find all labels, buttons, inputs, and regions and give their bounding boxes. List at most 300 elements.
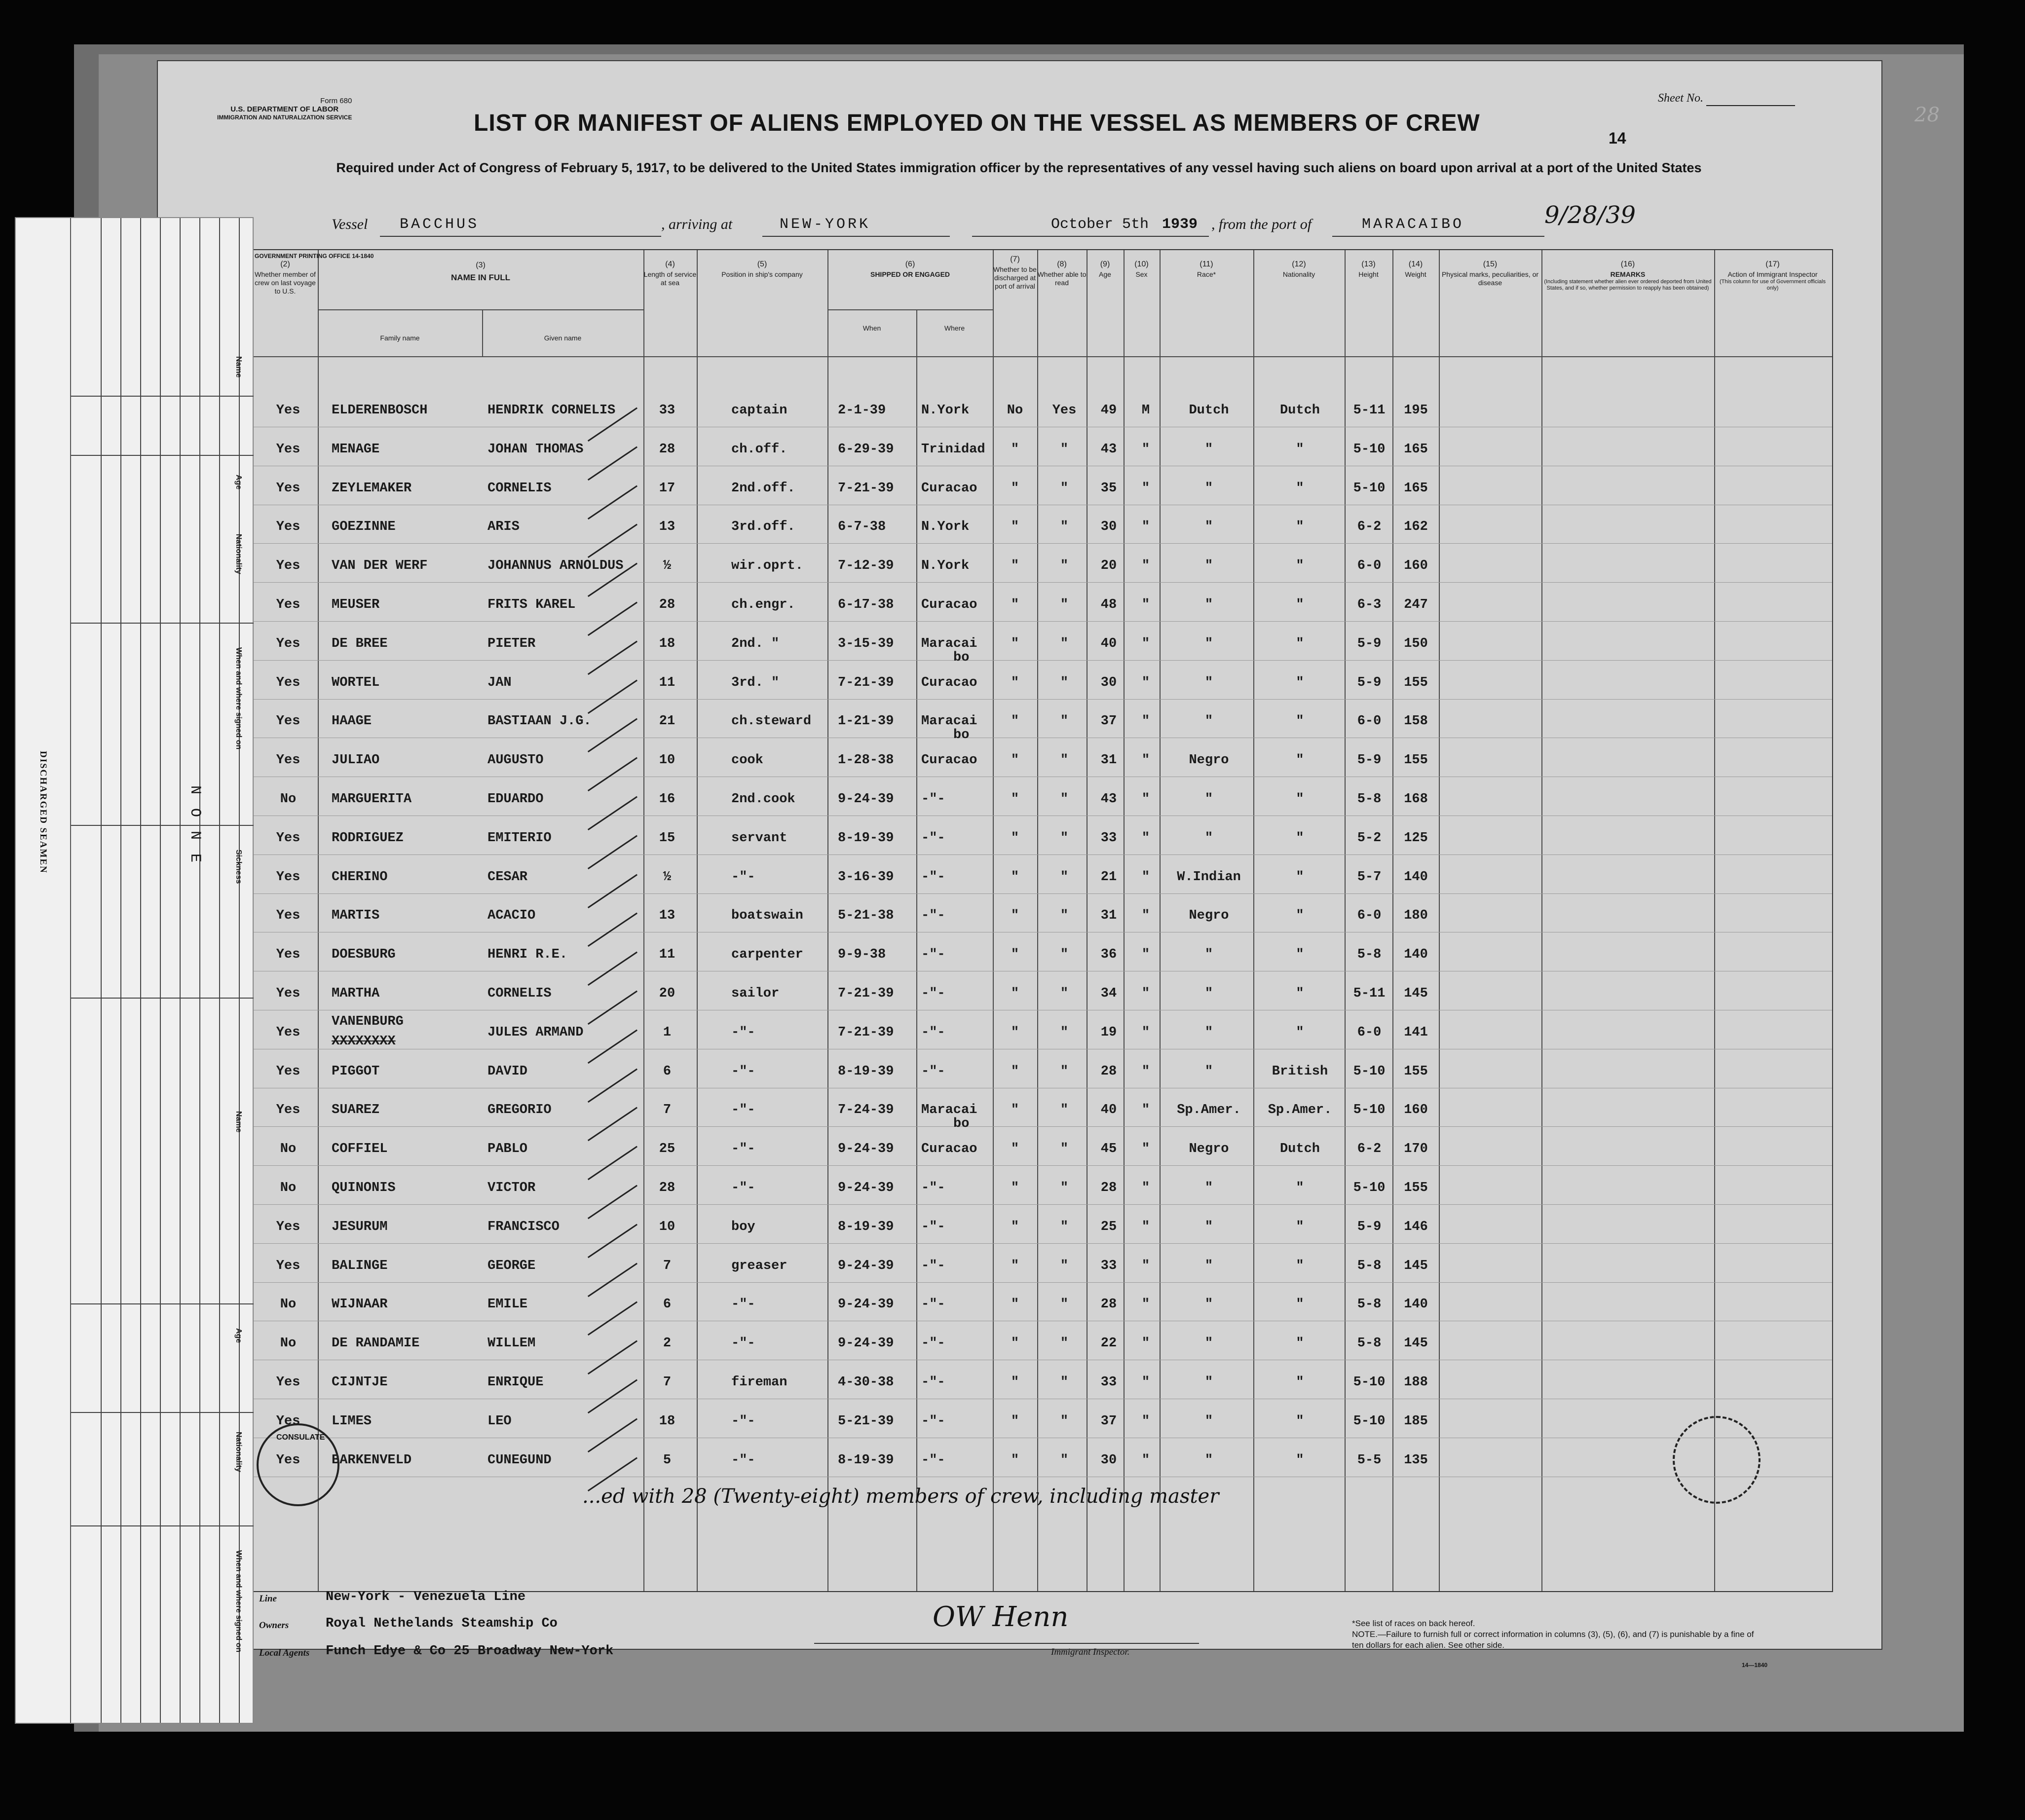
crew-position: -"- (731, 1142, 755, 1157)
crew-race: " (1204, 947, 1213, 963)
crew-position: 2nd.cook (731, 792, 795, 807)
crew-family-name: MARGUERITA (332, 792, 412, 807)
crew-given-name: FRITS KAREL (488, 597, 576, 612)
crew-race: " (1204, 792, 1213, 807)
crew-sex: " (1141, 442, 1150, 457)
shipped-subheader-rule (827, 309, 993, 310)
crew-family-name: DE RANDAMIE (332, 1336, 420, 1351)
crew-shipped-where: -"- (921, 1064, 945, 1079)
table-row (253, 1409, 1832, 1439)
crew-shipped-when: 9-9-38 (838, 947, 886, 963)
arrival-date: October 5th (1051, 216, 1149, 233)
discharged-seamen-slip (15, 217, 254, 1724)
crew-length-service: 10 (659, 1219, 675, 1234)
crew-shipped-where: -"- (921, 1413, 945, 1429)
crew-nationality: " (1296, 1258, 1304, 1273)
crew-position: -"- (731, 869, 755, 885)
sidebar-col (101, 218, 102, 1723)
table-row (253, 670, 1832, 700)
crew-discharge: " (1011, 442, 1019, 457)
crew-prev-voyage: Yes (276, 1375, 300, 1390)
crew-nationality: " (1296, 1452, 1304, 1468)
crew-position: -"- (731, 1336, 755, 1351)
crew-length-service: 10 (659, 753, 675, 768)
crew-position: fireman (731, 1375, 788, 1390)
table-row (253, 748, 1832, 778)
crew-height: 6-0 (1357, 714, 1382, 729)
crew-prev-voyage: No (280, 1297, 297, 1312)
crew-discharge: " (1011, 1181, 1019, 1195)
crew-race: " (1204, 1452, 1213, 1468)
vessel-label: Vessel (332, 216, 368, 232)
sidebar-rule (71, 455, 254, 456)
crew-nationality: Dutch (1279, 1142, 1320, 1157)
crew-family-name: COFFIEL (332, 1142, 388, 1157)
crew-age: 28 (1100, 1064, 1117, 1079)
crew-height: 5-10 (1353, 1064, 1386, 1079)
crew-shipped-where: -"- (921, 1452, 945, 1468)
crew-age: 33 (1100, 830, 1117, 846)
crew-family-name: QUINONIS (332, 1181, 396, 1195)
crew-length-service: 2 (663, 1336, 672, 1351)
crew-nationality: British (1272, 1064, 1328, 1079)
from-port: MARACAIBO (1362, 216, 1464, 233)
sidebar-label-sickness: Sickness (234, 850, 243, 884)
crew-nationality: " (1296, 1297, 1304, 1312)
crew-length-service: 6 (663, 1297, 672, 1312)
crew-race: " (1204, 481, 1213, 496)
crew-family-name: MEUSER (332, 597, 380, 612)
races-note: *See list of races on back hereof. (1352, 1619, 1475, 1628)
crew-height: 5-10 (1353, 442, 1386, 457)
crew-length-service: 21 (659, 714, 675, 729)
crew-length-service: 25 (659, 1142, 675, 1157)
crew-shipped-when: 8-19-39 (838, 1064, 894, 1079)
crew-weight: 165 (1404, 442, 1428, 457)
crew-nationality: " (1296, 830, 1304, 846)
table-row (253, 1014, 1832, 1050)
crew-length-service: ½ (663, 558, 672, 574)
sidebar-col (120, 218, 121, 1723)
crew-discharge: " (1011, 753, 1019, 768)
crew-discharge: " (1011, 1064, 1019, 1079)
crew-length-service: 28 (659, 442, 675, 457)
crew-able-to-read: " (1060, 1336, 1069, 1351)
crew-able-to-read: " (1060, 1181, 1069, 1195)
crew-age: 30 (1100, 1452, 1117, 1468)
crew-family-name: WORTEL (332, 675, 380, 690)
crew-able-to-read: " (1060, 597, 1069, 612)
crew-weight: 145 (1404, 986, 1428, 1001)
crew-position: greaser (731, 1258, 788, 1273)
crew-shipped-where: -"- (921, 1181, 945, 1195)
crew-age: 19 (1100, 1025, 1117, 1040)
crew-given-name: EDUARDO (488, 792, 544, 807)
crew-prev-voyage: Yes (276, 675, 300, 690)
crew-race: " (1204, 1375, 1213, 1390)
crew-position: boy (731, 1219, 755, 1234)
header-age: (9) Age (1099, 260, 1111, 278)
crew-sex: " (1141, 1025, 1150, 1040)
crew-weight: 155 (1404, 675, 1428, 690)
crew-race: " (1204, 1025, 1213, 1040)
crew-shipped-where-cont: bo (953, 650, 970, 665)
crew-family-name: VANENBURG (332, 1014, 404, 1029)
sidebar-rule (71, 825, 254, 826)
crew-sex: " (1141, 520, 1150, 535)
table-row (253, 826, 1832, 855)
crew-sex: " (1141, 675, 1150, 690)
crew-family-name: VAN DER WERF (332, 558, 428, 574)
crew-position: -"- (731, 1064, 755, 1079)
crew-prev-voyage: Yes (276, 558, 300, 574)
crew-shipped-where: Maracai (921, 714, 977, 729)
crew-shipped-where: -"- (921, 1258, 945, 1273)
sheet-number (1658, 92, 1795, 106)
crew-height: 6-2 (1357, 520, 1382, 535)
crew-prev-voyage: Yes (276, 908, 300, 924)
crew-weight: 141 (1404, 1025, 1428, 1040)
crew-age: 45 (1100, 1142, 1117, 1157)
crew-family-name-struck: XXXXXXXX (332, 1034, 396, 1049)
crew-weight: 125 (1404, 830, 1428, 846)
crew-position: -"- (731, 1413, 755, 1429)
crew-weight: 155 (1404, 1181, 1428, 1195)
crew-shipped-where: -"- (921, 1336, 945, 1351)
header-physical-marks: (15) Physical marks, peculiarities, or disease (1441, 260, 1539, 287)
crew-shipped-when: 6-17-38 (838, 597, 894, 612)
crew-shipped-where: -"- (921, 986, 945, 1001)
crew-sex: " (1141, 908, 1150, 924)
sidebar-rule (71, 396, 254, 397)
crew-shipped-when: 5-21-39 (838, 1413, 894, 1429)
crew-position: captain (731, 403, 788, 418)
crew-race: W.Indian (1177, 869, 1241, 885)
crew-length-service: 11 (659, 675, 675, 690)
crew-prev-voyage: Yes (276, 520, 300, 535)
crew-weight: 146 (1404, 1219, 1428, 1234)
crew-sex: " (1141, 753, 1150, 768)
crew-shipped-where: -"- (921, 792, 945, 807)
crew-given-name: FRANCISCO (488, 1219, 560, 1234)
crew-sex: " (1141, 869, 1150, 885)
crew-able-to-read: " (1060, 1103, 1069, 1118)
crew-nationality: " (1296, 1025, 1304, 1040)
crew-age: 28 (1100, 1297, 1117, 1312)
shipping-line: New-York - Venezuela Line (326, 1590, 526, 1604)
crew-nationality: " (1296, 481, 1304, 496)
crew-discharge: " (1011, 1413, 1019, 1429)
crew-able-to-read: " (1060, 1258, 1069, 1273)
crew-length-service: 1 (663, 1025, 672, 1040)
crew-able-to-read: " (1060, 714, 1069, 729)
crew-shipped-when: 9-24-39 (838, 1181, 894, 1195)
table-row (253, 1370, 1832, 1400)
crew-given-name: CUNEGUND (488, 1452, 552, 1468)
owners: Royal Nethelands Steamship Co (326, 1616, 558, 1631)
title-mark: 14 (1609, 129, 1626, 147)
crew-weight: 140 (1404, 1297, 1428, 1312)
crew-age: 34 (1100, 986, 1117, 1001)
crew-length-service: 7 (663, 1375, 672, 1390)
crew-shipped-when: 6-29-39 (838, 442, 894, 457)
crew-discharge: " (1011, 792, 1019, 807)
crew-shipped-when: 9-24-39 (838, 792, 894, 807)
crew-position: cook (731, 753, 763, 768)
crew-prev-voyage: Yes (276, 753, 300, 768)
crew-shipped-where: Curacao (921, 675, 977, 690)
crew-age: 43 (1100, 442, 1117, 457)
crew-position: boatswain (731, 908, 803, 924)
sidebar-none: NONE (187, 785, 203, 877)
handwritten-date: 9/28/39 (1544, 201, 1636, 229)
crew-family-name: GOEZINNE (332, 520, 396, 535)
name-subheader-rule (318, 309, 643, 310)
crew-shipped-where: -"- (921, 830, 945, 846)
crew-race: " (1204, 714, 1213, 729)
crew-discharge: " (1011, 1103, 1019, 1118)
table-row (253, 981, 1832, 1011)
crew-family-name: DE BREE (332, 636, 388, 651)
crew-height: 5-8 (1357, 1297, 1382, 1312)
crew-height: 5-10 (1353, 1181, 1386, 1195)
inspector-signature: OW Henn (933, 1601, 1069, 1633)
crew-prev-voyage: Yes (276, 1025, 300, 1040)
crew-height: 5-11 (1353, 403, 1386, 418)
crew-given-name: GREGORIO (488, 1103, 552, 1118)
crew-given-name: WILLEM (488, 1336, 536, 1351)
crew-prev-voyage: Yes (276, 1258, 300, 1273)
crew-race: " (1204, 986, 1213, 1001)
crew-height: 6-3 (1357, 597, 1382, 612)
crew-shipped-when: 9-24-39 (838, 1297, 894, 1312)
crew-height: 5-9 (1357, 675, 1382, 690)
crew-prev-voyage: Yes (276, 1452, 300, 1468)
crew-sex: " (1141, 830, 1150, 846)
crew-sex: " (1141, 1181, 1150, 1195)
crew-sex: M (1141, 403, 1150, 418)
sidebar-rule (71, 623, 254, 624)
crew-sex: " (1141, 1064, 1150, 1079)
crew-position: wir.oprt. (731, 558, 803, 574)
crew-age: 20 (1100, 558, 1117, 574)
table-row (253, 865, 1832, 894)
crew-family-name: JULIAO (332, 753, 380, 768)
crew-shipped-where: -"- (921, 1375, 945, 1390)
crew-able-to-read: " (1060, 830, 1069, 846)
header-given-name: Given name (544, 334, 582, 342)
crew-prev-voyage: Yes (276, 714, 300, 729)
crew-race: Sp.Amer. (1177, 1103, 1241, 1118)
crew-length-service: 7 (663, 1258, 672, 1273)
crew-shipped-when: 9-24-39 (838, 1258, 894, 1273)
crew-weight: 155 (1404, 753, 1428, 768)
crew-age: 37 (1100, 1413, 1117, 1429)
crew-age: 36 (1100, 947, 1117, 963)
crew-weight: 185 (1404, 1413, 1428, 1429)
crew-nationality: " (1296, 520, 1304, 535)
crew-age: 21 (1100, 869, 1117, 885)
crew-length-service: 20 (659, 986, 675, 1001)
crew-weight: 140 (1404, 869, 1428, 885)
crew-family-name: MENAGE (332, 442, 380, 457)
crew-prev-voyage: No (280, 1181, 297, 1195)
arriving-port: NEW-YORK (780, 216, 871, 233)
crew-shipped-when: 7-24-39 (838, 1103, 894, 1118)
footnote-block (1352, 1618, 1757, 1651)
crew-discharge: " (1011, 597, 1019, 612)
crew-given-name: VICTOR (488, 1181, 536, 1195)
round-stamp (1673, 1416, 1761, 1504)
crew-nationality: " (1296, 908, 1304, 924)
crew-discharge: " (1011, 1375, 1019, 1390)
local-agents: Funch Edye & Co 25 Broadway New-York (326, 1644, 614, 1659)
owners-label: Owners (259, 1620, 289, 1631)
crew-given-name: PIETER (488, 636, 536, 651)
crew-prev-voyage: Yes (276, 1064, 300, 1079)
table-row (253, 593, 1832, 622)
crew-nationality: " (1296, 636, 1304, 651)
crew-weight: 162 (1404, 520, 1428, 535)
table-row (253, 476, 1832, 506)
sidebar-col (180, 218, 181, 1723)
crew-able-to-read: " (1060, 1297, 1069, 1312)
table-row (253, 1215, 1832, 1244)
crew-family-name: SUAREZ (332, 1103, 380, 1118)
sheet-number-blank (1706, 92, 1795, 106)
table-row (253, 1292, 1832, 1322)
table-row (253, 1448, 1832, 1478)
crew-sex: " (1141, 597, 1150, 612)
crew-family-name: LIMES (332, 1413, 372, 1429)
table-row (253, 437, 1832, 467)
crew-able-to-read: " (1060, 1142, 1069, 1157)
crew-age: 35 (1100, 481, 1117, 496)
crew-shipped-where: Curacao (921, 597, 977, 612)
crew-height: 5-8 (1357, 1336, 1382, 1351)
crew-shipped-when: 1-21-39 (838, 714, 894, 729)
signature-line (814, 1643, 1199, 1644)
crew-shipped-where: Maracai (921, 636, 977, 651)
table-row (253, 398, 1832, 428)
crew-weight: 180 (1404, 908, 1428, 924)
crew-sex: " (1141, 1219, 1150, 1234)
table-row (253, 1137, 1832, 1166)
crew-shipped-when: 7-21-39 (838, 986, 894, 1001)
crew-nationality: " (1296, 792, 1304, 807)
crew-given-name: JOHAN THOMAS (488, 442, 584, 457)
crew-race: " (1204, 442, 1213, 457)
crew-given-name: HENRI R.E. (488, 947, 568, 963)
crew-discharge: " (1011, 1297, 1019, 1312)
form-header-block (217, 97, 352, 122)
crew-shipped-where-cont: bo (953, 1116, 970, 1132)
printing-office-code: GOVERNMENT PRINTING OFFICE 14-1840 (255, 253, 374, 260)
crew-height: 5-8 (1357, 947, 1382, 963)
crew-race: " (1204, 558, 1213, 574)
crew-shipped-when: 8-19-39 (838, 1452, 894, 1468)
crew-able-to-read: " (1060, 520, 1069, 535)
sidebar-grid (70, 218, 254, 1723)
header-position: (5) Position in ship's company (721, 260, 803, 278)
crew-weight: 158 (1404, 714, 1428, 729)
crew-prev-voyage: Yes (276, 830, 300, 846)
crew-sex: " (1141, 1375, 1150, 1390)
crew-weight: 150 (1404, 636, 1428, 651)
sidebar-rule (71, 1525, 254, 1526)
crew-able-to-read: " (1060, 1025, 1069, 1040)
crew-shipped-when: 5-21-38 (838, 908, 894, 924)
crew-shipped-when: 7-12-39 (838, 558, 894, 574)
crew-able-to-read: " (1060, 1219, 1069, 1234)
crew-length-service: 11 (659, 947, 675, 963)
crew-shipped-where: -"- (921, 908, 945, 924)
crew-height: 5-8 (1357, 792, 1382, 807)
crew-race: Negro (1189, 1142, 1229, 1157)
crew-sex: " (1141, 1336, 1150, 1351)
crew-position: servant (731, 830, 788, 846)
sidebar-rule (71, 1412, 254, 1413)
crew-nationality: " (1296, 1219, 1304, 1234)
crew-given-name: LEO (488, 1413, 512, 1429)
crew-family-name: BARKENVELD (332, 1452, 412, 1468)
crew-shipped-where: N.York (921, 520, 970, 535)
consulate-seal-text: CONSULATE (276, 1433, 325, 1442)
table-row (253, 515, 1832, 544)
crew-given-name: CESAR (488, 869, 528, 885)
from-port-underline (1332, 236, 1544, 237)
crew-length-service: 16 (659, 792, 675, 807)
col-divider-name (482, 309, 483, 356)
crew-shipped-when: 3-16-39 (838, 869, 894, 885)
crew-discharge: " (1011, 1219, 1019, 1234)
crew-able-to-read: " (1060, 558, 1069, 574)
agents-label: Local Agents (259, 1648, 310, 1658)
crew-height: 5-9 (1357, 753, 1382, 768)
crew-discharge: " (1011, 481, 1019, 496)
crew-nationality: Dutch (1279, 403, 1320, 418)
crew-discharge: " (1011, 1025, 1019, 1040)
crew-discharge: " (1011, 986, 1019, 1001)
crew-height: 5-10 (1353, 1103, 1386, 1118)
crew-weight: 160 (1404, 1103, 1428, 1118)
header-bottom-rule (253, 356, 1832, 357)
crew-length-service: 33 (659, 403, 675, 418)
crew-race: Negro (1189, 908, 1229, 924)
crew-discharge: " (1011, 520, 1019, 535)
sidebar-col (219, 218, 220, 1723)
crew-able-to-read: " (1060, 792, 1069, 807)
crew-family-name: PIGGOT (332, 1064, 380, 1079)
header-sex: (10) Sex (1134, 260, 1149, 278)
crew-weight: 135 (1404, 1452, 1428, 1468)
crew-shipped-when: 9-24-39 (838, 1142, 894, 1157)
crew-age: 49 (1100, 403, 1117, 418)
crew-height: 5-10 (1353, 1413, 1386, 1429)
crew-position: -"- (731, 1181, 755, 1195)
crew-shipped-when: 4-30-38 (838, 1375, 894, 1390)
crew-discharge: " (1011, 675, 1019, 690)
crew-sex: " (1141, 947, 1150, 963)
crew-nationality: " (1296, 1336, 1304, 1351)
crew-position: sailor (731, 986, 780, 1001)
crew-shipped-when: 7-21-39 (838, 675, 894, 690)
page-title: LIST OR MANIFEST OF ALIENS EMPLOYED ON THE VESSEL AS MEMBERS OF CREW (474, 110, 1480, 136)
crew-height: 5-7 (1357, 869, 1382, 885)
crew-position: -"- (731, 1297, 755, 1312)
header-remarks: (16) REMARKS (Including statement whether alien ever ordered deported from United States, and if so, whether permission to reapply has been obtained) (1544, 260, 1712, 291)
date-underline (972, 236, 1209, 237)
